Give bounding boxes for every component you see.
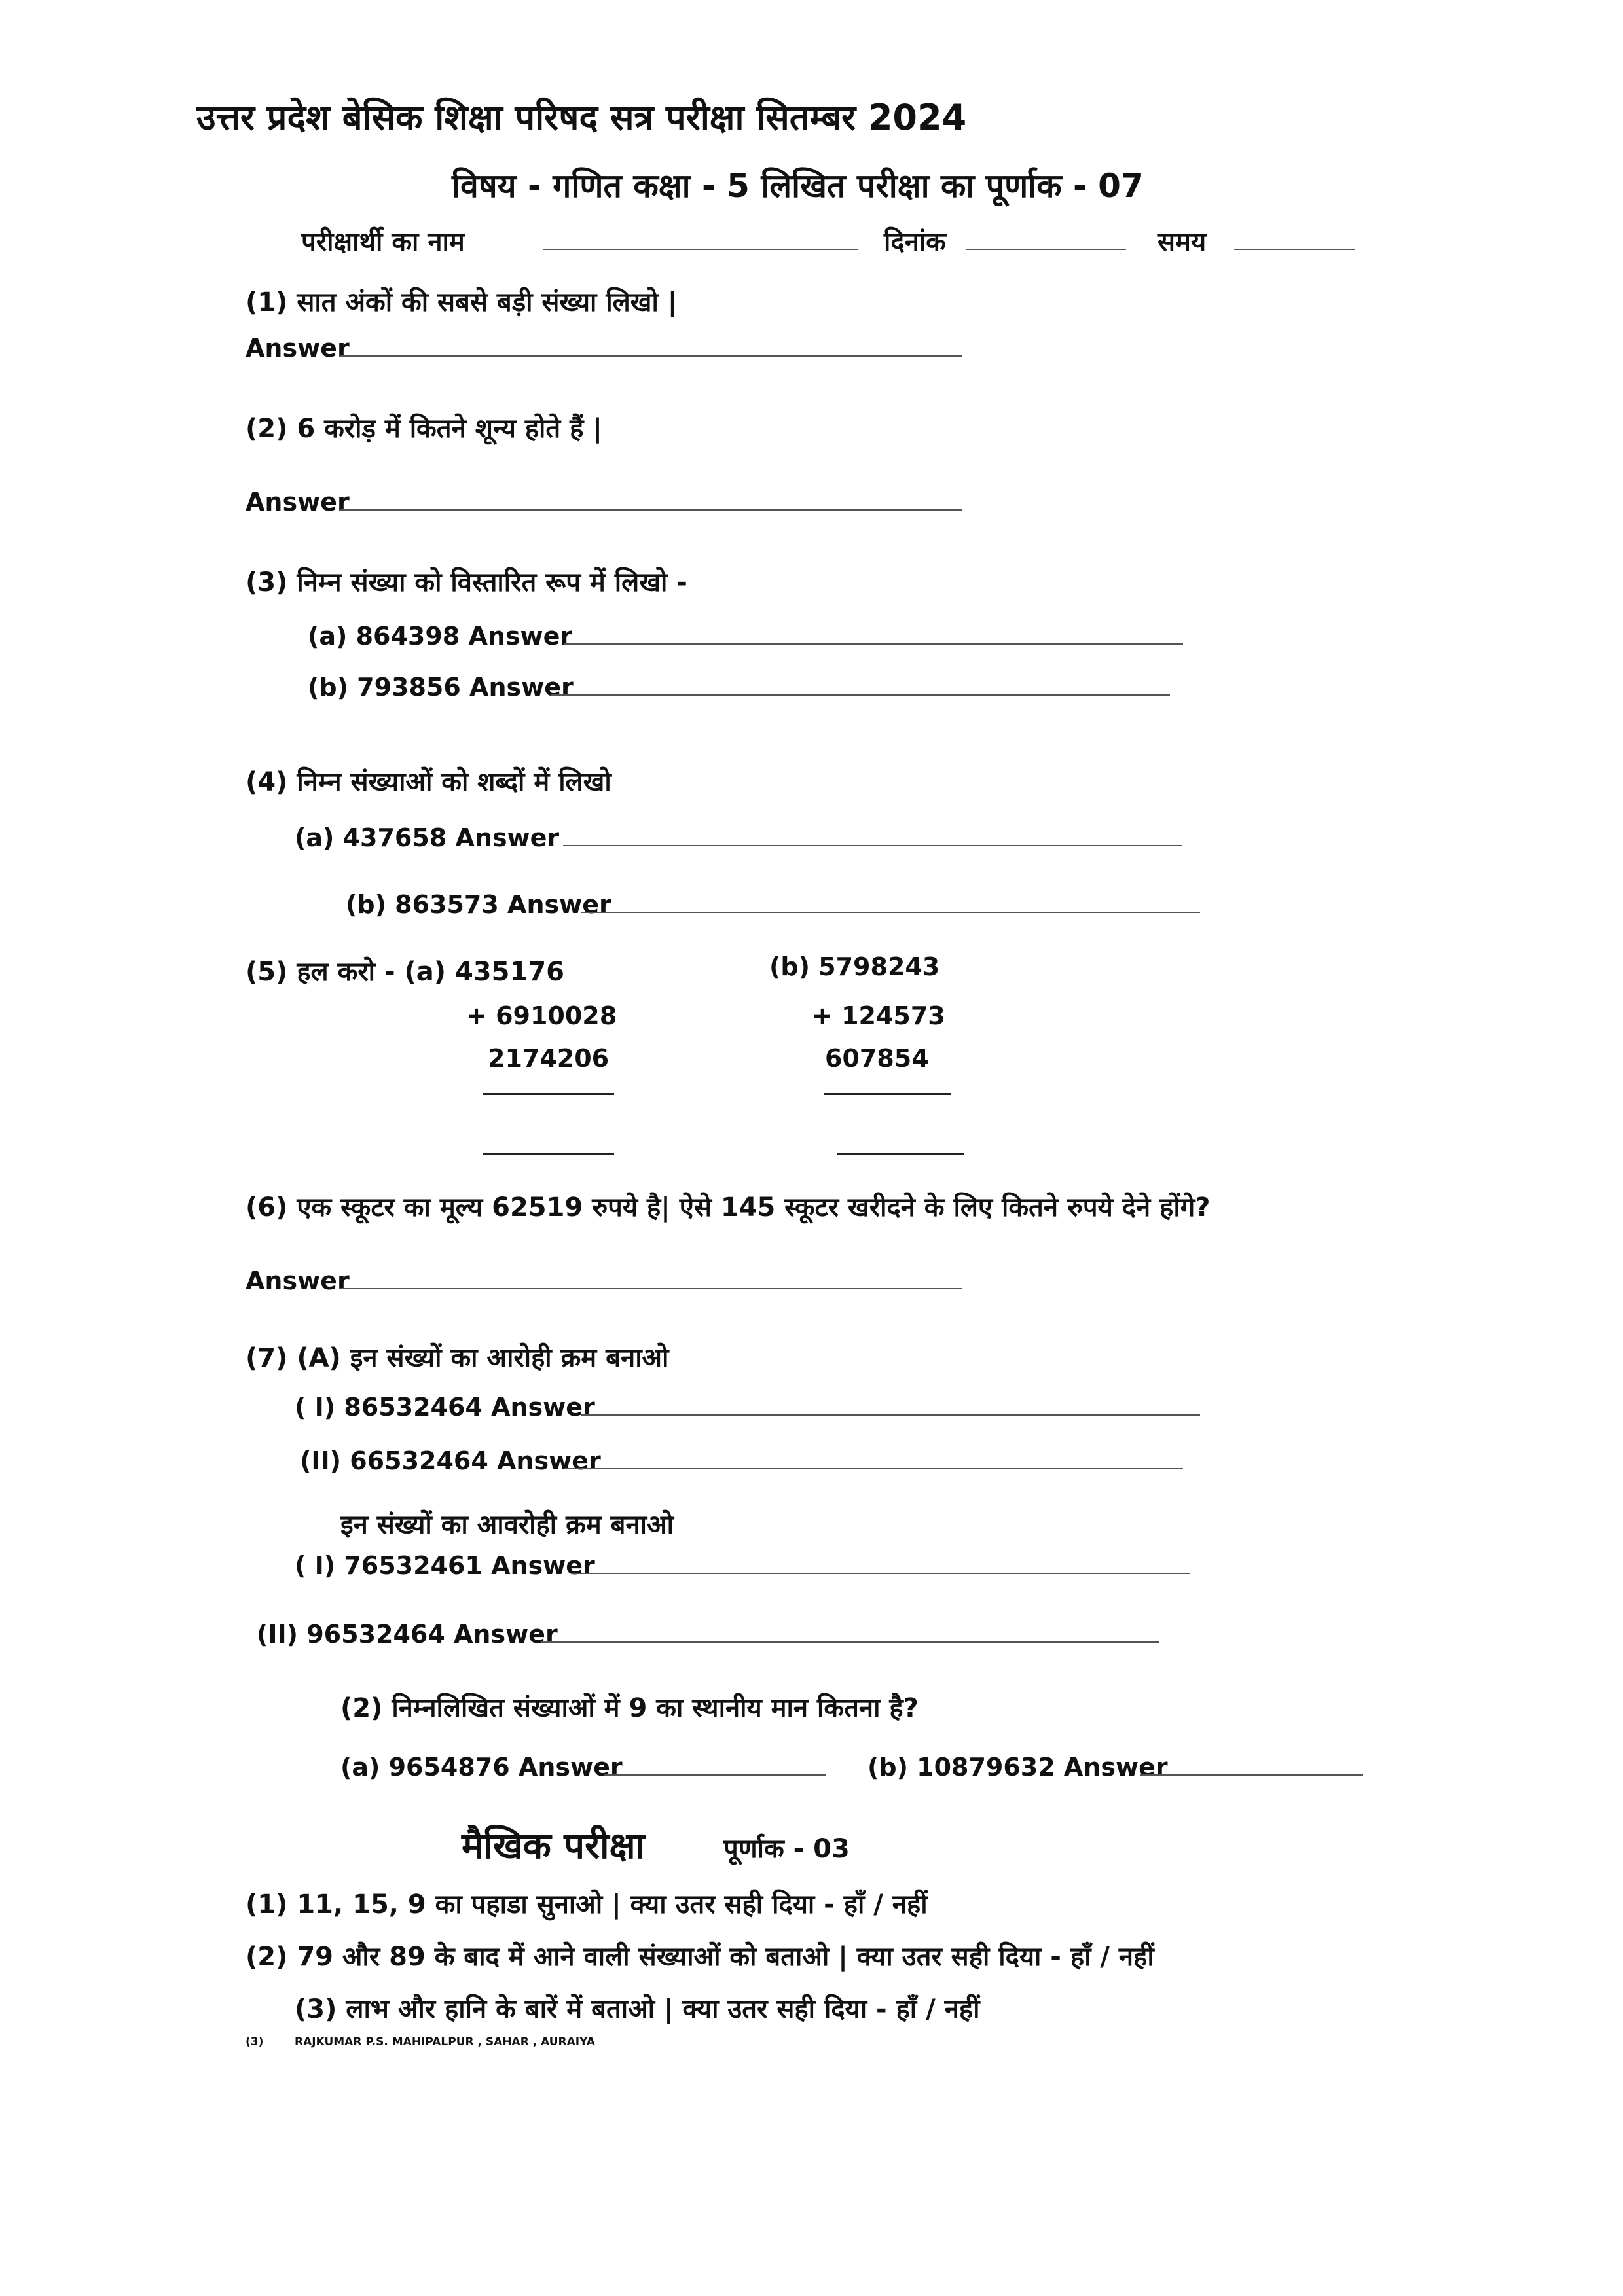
answer-line-q2[interactable] xyxy=(340,509,962,511)
date-label: दिनांक xyxy=(884,227,946,257)
name-label: परीक्षार्थी का नाम xyxy=(301,227,465,257)
answer-line-q6[interactable] xyxy=(340,1288,962,1289)
oral-question-2: (2) 79 और 89 के बाद में आने वाली संख्याओं को बताओ | क्या उतर सही दिया - हाँ / नहीं xyxy=(246,1942,1154,1972)
answer-line-q7-asc-i[interactable] xyxy=(581,1414,1200,1416)
answer-label: Answer xyxy=(246,488,350,516)
q5b-addend-1: (b) 5798243 xyxy=(769,952,940,981)
oral-question-3: (3) लाभ और हानि के बारें में बताओ | क्या उतर सही दिया - हाँ / नहीं xyxy=(295,1994,980,2024)
q7-asc-ii: (II) 66532464 Answer xyxy=(300,1446,601,1475)
answer-label: Answer xyxy=(246,1266,350,1295)
answer-line-pv-b[interactable] xyxy=(1140,1774,1363,1776)
answer-line-q4b[interactable] xyxy=(581,912,1200,913)
answer-line-q3a[interactable] xyxy=(564,643,1183,645)
q5a-sum-rule xyxy=(483,1093,614,1095)
answer-label: Answer xyxy=(246,334,350,363)
q7-place-value: (2) निम्नलिखित संख्याओं में 9 का स्थानीय मान कितना है? xyxy=(340,1693,919,1723)
q5b-addend-2: + 124573 xyxy=(812,1001,945,1030)
oral-exam-heading: मैखिक परीक्षा xyxy=(462,1825,646,1867)
name-field[interactable] xyxy=(543,249,858,250)
q7-desc-ii: (II) 96532464 Answer xyxy=(257,1620,558,1649)
question-6: (6) एक स्कूटर का मूल्य 62519 रुपये है| ऐसे 145 स्कूटर खरीदने के लिए कितने रुपये देने होंगे? xyxy=(246,1193,1211,1223)
question-1: (1) सात अंकों की सबसे बड़ी संख्या लिखो | xyxy=(246,287,678,317)
answer-line-pv-a[interactable] xyxy=(604,1774,826,1776)
oral-question-1: (1) 11, 15, 9 का पहाडा सुनाओ | क्या उतर सही दिया - हाँ / नहीं xyxy=(246,1890,928,1920)
footer-number: (3) xyxy=(246,2036,264,2049)
q4-part-b: (b) 863573 Answer xyxy=(346,890,611,919)
q7-pv-b: (b) 10879632 Answer xyxy=(867,1753,1168,1782)
answer-line-q7-asc-ii[interactable] xyxy=(564,1468,1183,1469)
q7-desc-i: ( I) 76532461 Answer xyxy=(295,1551,595,1580)
q3-part-a: (a) 864398 Answer xyxy=(308,622,573,651)
question-3: (3) निम्न संख्या को विस्तारित रूप में लिखो - xyxy=(246,567,687,598)
answer-line-q3b[interactable] xyxy=(551,694,1170,696)
exam-subtitle: विषय - गणित कक्षा - 5 लिखित परीक्षा का पूर्णाक - 07 xyxy=(452,167,1144,205)
q5a-answer-rule[interactable] xyxy=(483,1153,614,1155)
question-4: (4) निम्न संख्याओं को शब्दों में लिखो xyxy=(246,767,611,797)
answer-line-q7-desc-ii[interactable] xyxy=(541,1641,1159,1643)
exam-title: उत्तर प्रदेश बेसिक शिक्षा परिषद सत्र परीक्षा सितम्बर 2024 xyxy=(196,97,967,138)
q5b-answer-rule[interactable] xyxy=(837,1153,964,1155)
answer-line-q4a[interactable] xyxy=(563,845,1182,846)
q3-part-b: (b) 793856 Answer xyxy=(308,673,574,702)
footer-credit: RAJKUMAR P.S. MAHIPALPUR , SAHAR , AURAIYA xyxy=(295,2036,595,2049)
time-field[interactable] xyxy=(1234,249,1355,250)
answer-line-q7-desc-i[interactable] xyxy=(572,1573,1190,1574)
question-7: (7) (A) इन संख्यों का आरोही क्रम बनाओ xyxy=(246,1343,669,1373)
q5b-addend-3: 607854 xyxy=(825,1044,929,1073)
q7-desc-heading: इन संख्यों का आवरोही क्रम बनाओ xyxy=(340,1510,674,1540)
question-2: (2) 6 करोड़ में कितने शून्य होते हैं | xyxy=(246,414,602,444)
q7-asc-i: ( I) 86532464 Answer xyxy=(295,1393,595,1422)
q4-part-a: (a) 437658 Answer xyxy=(295,823,560,852)
question-5: (5) हल करो - (a) 435176 xyxy=(246,957,564,987)
oral-exam-marks: पूर्णाक - 03 xyxy=(723,1834,850,1864)
q5a-addend-2: + 6910028 xyxy=(466,1001,617,1030)
q5a-addend-3: 2174206 xyxy=(488,1044,610,1073)
answer-line-q1[interactable] xyxy=(340,355,962,357)
q7-pv-a: (a) 9654876 Answer xyxy=(340,1753,623,1782)
date-field[interactable] xyxy=(966,249,1126,250)
q5b-sum-rule xyxy=(824,1093,951,1095)
time-label: समय xyxy=(1158,227,1207,257)
